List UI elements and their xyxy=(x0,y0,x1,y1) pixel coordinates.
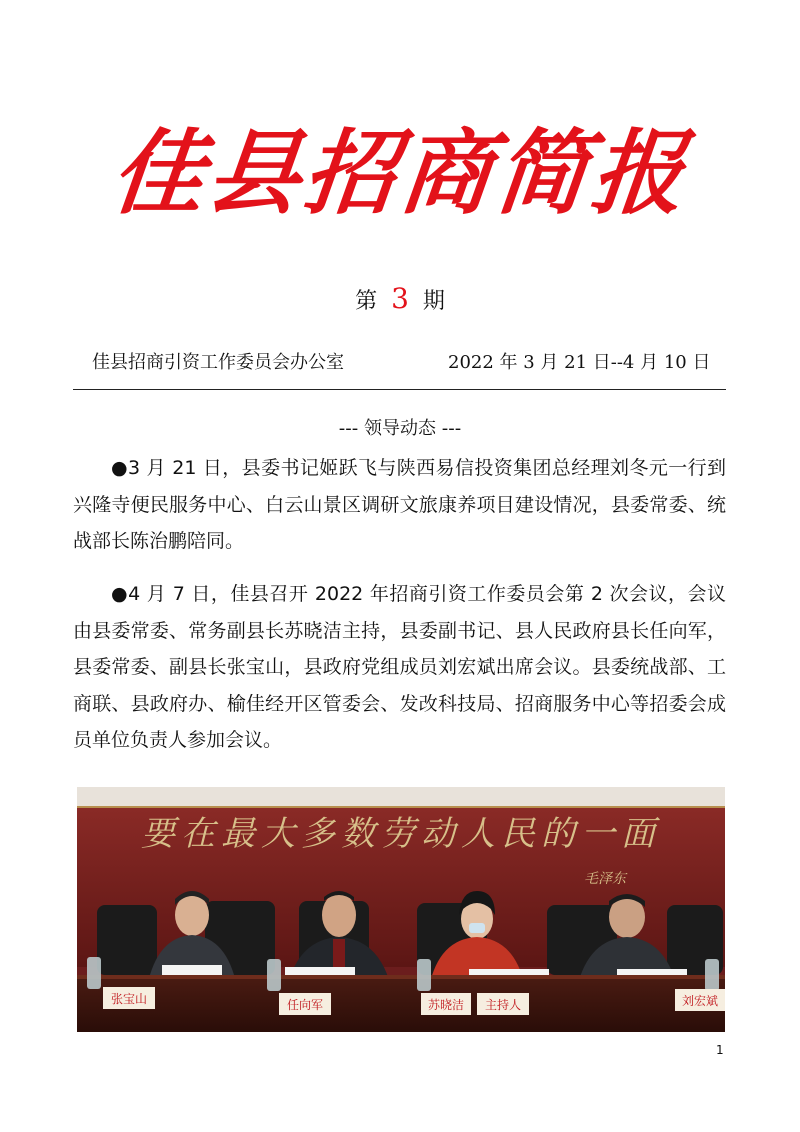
section-title: --- 领导动态 --- xyxy=(338,418,462,439)
nameplate-ren-xiangjun: 任向军 xyxy=(286,998,324,1012)
nameplate-host: 主持人 xyxy=(484,998,522,1012)
newsletter-masthead: 佳县招商简报 xyxy=(106,119,694,227)
nameplate-zhang-baoshan: 张宝山 xyxy=(110,992,148,1006)
banner-signature: 毛泽东 xyxy=(584,871,626,887)
meeting-photo xyxy=(77,787,725,1032)
news-paragraph-1: ●3 月 21 日，县委书记姬跃飞与陕西易信投资集团总经理刘冬元一行到兴隆寺便民服务中心、白云山景区调研文旅康养项目建设情况，县委常委、统战部长陈治鹏陪同。 xyxy=(73,457,726,552)
nameplate-su-xiaojie: 苏晓洁 xyxy=(427,998,465,1012)
issue-number: 3 xyxy=(391,282,409,315)
issue-suffix: 期 xyxy=(422,289,445,314)
date-range: 2022 年 3 月 21 日--4 月 10 日 xyxy=(448,352,711,373)
issue-line xyxy=(0,282,800,315)
news-paragraph-2: ●4 月 7 日，佳县召开 2022 年招商引资工作委员会第 2 次会议，会议由县委常委、常务副县长苏晓洁主持，县委副书记、县人民政府县长任向军，县委常委、副县长张宝山，县政府党组成员刘宏斌出席会议。县委统战部、工商联、县政府办、榆佳经开区管委会、发改科技局、招商服务中心等招委会成员单位负责人参加会议。 xyxy=(73,583,726,751)
page-number: 1 xyxy=(716,1043,724,1057)
issue-prefix: 第 xyxy=(355,289,378,314)
header-divider xyxy=(73,389,726,390)
meeting-photo-illustration xyxy=(77,787,725,1032)
nameplate-liu-hongbin: 刘宏斌 xyxy=(681,994,719,1008)
banner-calligraphy: 要在最大多数劳动人民的一面 xyxy=(141,814,661,854)
issuing-organization: 佳县招商引资工作委员会办公室 xyxy=(92,352,344,373)
